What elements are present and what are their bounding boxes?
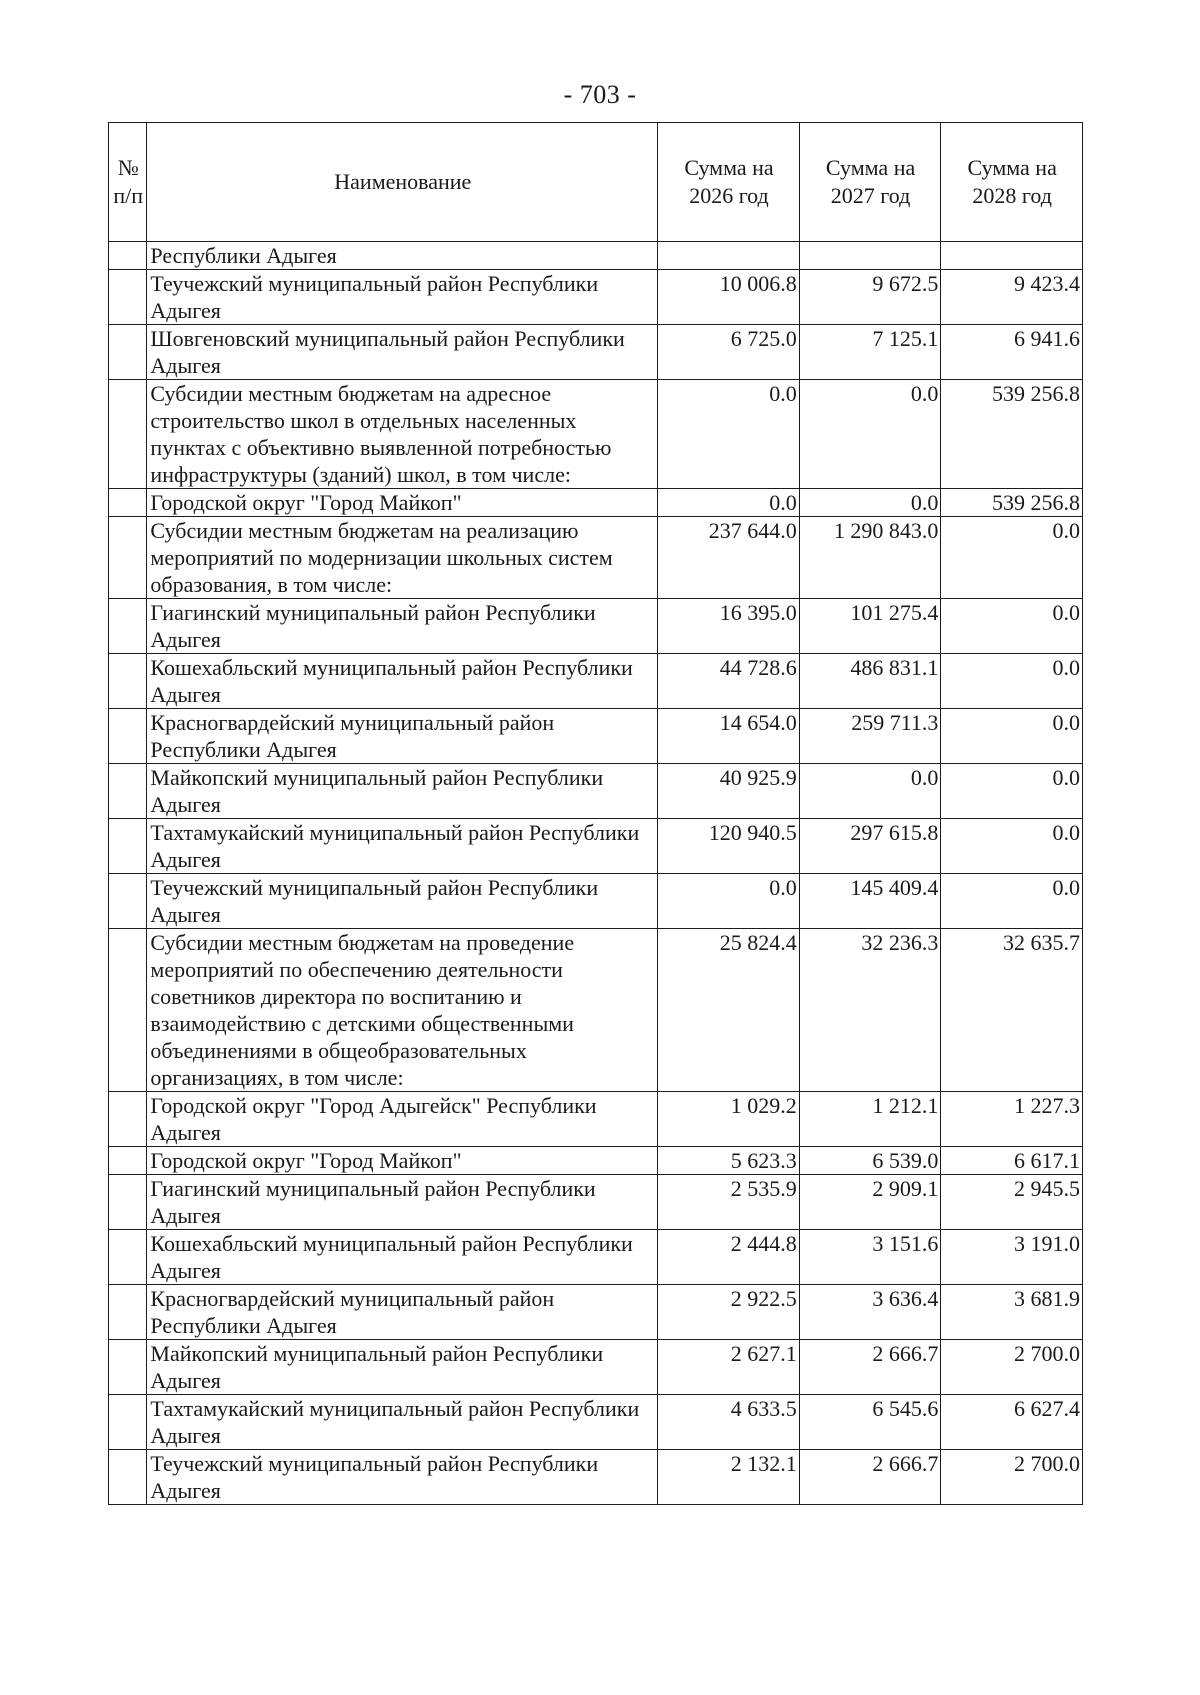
sum-2026: 2 922.5 <box>658 1285 800 1340</box>
row-name: Субсидии местным бюджетам на проведение мероприятий по обеспечению деятельности советников директора по воспитанию и взаимодействию с детскими общественными объединениями в общеобразовательных организациях, в том числе: <box>147 929 658 1092</box>
sum-2028 <box>941 242 1083 270</box>
sum-2028: 0.0 <box>941 709 1083 764</box>
sum-2027: 2 909.1 <box>799 1175 941 1230</box>
sum-2027: 297 615.8 <box>799 819 941 874</box>
sum-2027: 7 125.1 <box>799 325 941 380</box>
row-name: Городской округ "Город Майкоп" <box>147 489 658 517</box>
row-index-cell <box>109 599 147 654</box>
table-row <box>109 709 1083 764</box>
sum-2028: 6 627.4 <box>941 1395 1083 1450</box>
header-sum-2026: Сумма на 2026 год <box>658 123 800 242</box>
sum-2027: 486 831.1 <box>799 654 941 709</box>
sum-2028: 0.0 <box>941 819 1083 874</box>
table-row <box>109 1230 1083 1285</box>
row-index-cell <box>109 1340 147 1395</box>
sum-2028: 2 945.5 <box>941 1175 1083 1230</box>
sum-2027: 0.0 <box>799 764 941 819</box>
row-name: Гиагинский муниципальный район Республики Адыгея <box>147 599 658 654</box>
row-name: Майкопский муниципальный район Республики Адыгея <box>147 764 658 819</box>
sum-2028: 3 681.9 <box>941 1285 1083 1340</box>
sum-2026: 5 623.3 <box>658 1147 800 1175</box>
sum-2028: 6 617.1 <box>941 1147 1083 1175</box>
table-header-row <box>109 123 1083 242</box>
table-row <box>109 242 1083 270</box>
header-name: Наименование <box>147 123 658 242</box>
header-num: № п/п <box>109 123 147 242</box>
sum-2026: 2 132.1 <box>658 1450 800 1505</box>
row-name: Кошехабльский муниципальный район Республики Адыгея <box>147 1230 658 1285</box>
sum-2028: 0.0 <box>941 599 1083 654</box>
sum-2028: 539 256.8 <box>941 489 1083 517</box>
sum-2027: 3 151.6 <box>799 1230 941 1285</box>
row-name: Тахтамукайский муниципальный район Республики Адыгея <box>147 1395 658 1450</box>
row-name: Кошехабльский муниципальный район Республики Адыгея <box>147 654 658 709</box>
sum-2027: 0.0 <box>799 380 941 489</box>
table-row <box>109 1450 1083 1505</box>
sum-2028: 0.0 <box>941 874 1083 929</box>
table-row <box>109 489 1083 517</box>
row-index-cell <box>109 1175 147 1230</box>
table-row <box>109 517 1083 599</box>
row-index-cell <box>109 489 147 517</box>
row-index-cell <box>109 764 147 819</box>
table-row <box>109 1340 1083 1395</box>
table-body <box>109 242 1083 1505</box>
row-name: Тахтамукайский муниципальный район Республики Адыгея <box>147 819 658 874</box>
sum-2026: 1 029.2 <box>658 1092 800 1147</box>
table-row <box>109 654 1083 709</box>
row-index-cell <box>109 1450 147 1505</box>
sum-2027: 259 711.3 <box>799 709 941 764</box>
sum-2026: 4 633.5 <box>658 1395 800 1450</box>
sum-2028: 0.0 <box>941 517 1083 599</box>
row-index-cell <box>109 1147 147 1175</box>
row-index-cell <box>109 819 147 874</box>
sum-2028: 0.0 <box>941 764 1083 819</box>
row-name: Республики Адыгея <box>147 242 658 270</box>
row-index-cell <box>109 1092 147 1147</box>
row-index-cell <box>109 874 147 929</box>
sum-2028: 2 700.0 <box>941 1340 1083 1395</box>
page-number: - 703 - <box>563 80 637 109</box>
sum-2027 <box>799 242 941 270</box>
sum-2027: 1 290 843.0 <box>799 517 941 599</box>
row-name: Шовгеновский муниципальный район Республики Адыгея <box>147 325 658 380</box>
table-row <box>109 1285 1083 1340</box>
sum-2028: 6 941.6 <box>941 325 1083 380</box>
table-row <box>109 599 1083 654</box>
sum-2027: 2 666.7 <box>799 1340 941 1395</box>
table-row <box>109 819 1083 874</box>
sum-2026: 2 627.1 <box>658 1340 800 1395</box>
sum-2026: 40 925.9 <box>658 764 800 819</box>
sum-2028: 1 227.3 <box>941 1092 1083 1147</box>
row-index-cell <box>109 1285 147 1340</box>
row-index-cell <box>109 1395 147 1450</box>
sum-2027: 3 636.4 <box>799 1285 941 1340</box>
sum-2026: 237 644.0 <box>658 517 800 599</box>
table-row <box>109 325 1083 380</box>
table-row <box>109 380 1083 489</box>
sum-2026: 44 728.6 <box>658 654 800 709</box>
sum-2026 <box>658 242 800 270</box>
table-row <box>109 1395 1083 1450</box>
table-row <box>109 1175 1083 1230</box>
sum-2026: 2 535.9 <box>658 1175 800 1230</box>
row-name: Красногвардейский муниципальный район Республики Адыгея <box>147 1285 658 1340</box>
sum-2027: 0.0 <box>799 489 941 517</box>
table-row <box>109 1092 1083 1147</box>
row-index-cell <box>109 1230 147 1285</box>
row-name: Субсидии местным бюджетам на реализацию мероприятий по модернизации школьных систем образования, в том числе: <box>147 517 658 599</box>
sum-2027: 32 236.3 <box>799 929 941 1092</box>
table-row <box>109 874 1083 929</box>
sum-2028: 3 191.0 <box>941 1230 1083 1285</box>
sum-2026: 0.0 <box>658 489 800 517</box>
row-index-cell <box>109 242 147 270</box>
sum-2027: 1 212.1 <box>799 1092 941 1147</box>
sum-2028: 2 700.0 <box>941 1450 1083 1505</box>
row-name: Теучежский муниципальный район Республики Адыгея <box>147 874 658 929</box>
header-sum-2028: Сумма на 2028 год <box>941 123 1083 242</box>
sum-2026: 2 444.8 <box>658 1230 800 1285</box>
sum-2027: 9 672.5 <box>799 270 941 325</box>
sum-2027: 6 539.0 <box>799 1147 941 1175</box>
row-index-cell <box>109 709 147 764</box>
sum-2027: 101 275.4 <box>799 599 941 654</box>
sum-2028: 539 256.8 <box>941 380 1083 489</box>
sum-2026: 0.0 <box>658 380 800 489</box>
table-row <box>109 929 1083 1092</box>
header-sum-2027: Сумма на 2027 год <box>799 123 941 242</box>
row-name: Городской округ "Город Майкоп" <box>147 1147 658 1175</box>
budget-table <box>108 122 1083 1505</box>
row-index-cell <box>109 654 147 709</box>
row-name: Теучежский муниципальный район Республики Адыгея <box>147 1450 658 1505</box>
sum-2028: 32 635.7 <box>941 929 1083 1092</box>
sum-2026: 14 654.0 <box>658 709 800 764</box>
sum-2026: 10 006.8 <box>658 270 800 325</box>
row-name: Теучежский муниципальный район Республики Адыгея <box>147 270 658 325</box>
row-index-cell <box>109 270 147 325</box>
row-name: Красногвардейский муниципальный район Республики Адыгея <box>147 709 658 764</box>
row-index-cell <box>109 929 147 1092</box>
row-name: Городской округ "Город Адыгейск" Республики Адыгея <box>147 1092 658 1147</box>
sum-2026: 6 725.0 <box>658 325 800 380</box>
sum-2028: 9 423.4 <box>941 270 1083 325</box>
sum-2026: 25 824.4 <box>658 929 800 1092</box>
row-index-cell <box>109 517 147 599</box>
row-name: Субсидии местным бюджетам на адресное строительство школ в отдельных населенных пунктах с объективно выявленной потребностью инфраструктуры (зданий) школ, в том числе: <box>147 380 658 489</box>
sum-2026: 16 395.0 <box>658 599 800 654</box>
sum-2027: 6 545.6 <box>799 1395 941 1450</box>
sum-2026: 120 940.5 <box>658 819 800 874</box>
sum-2027: 2 666.7 <box>799 1450 941 1505</box>
table-row <box>109 270 1083 325</box>
sum-2027: 145 409.4 <box>799 874 941 929</box>
sum-2026: 0.0 <box>658 874 800 929</box>
row-index-cell <box>109 325 147 380</box>
sum-2028: 0.0 <box>941 654 1083 709</box>
row-name: Майкопский муниципальный район Республики Адыгея <box>147 1340 658 1395</box>
table-row <box>109 764 1083 819</box>
row-name: Гиагинский муниципальный район Республики Адыгея <box>147 1175 658 1230</box>
table-row <box>109 1147 1083 1175</box>
row-index-cell <box>109 380 147 489</box>
